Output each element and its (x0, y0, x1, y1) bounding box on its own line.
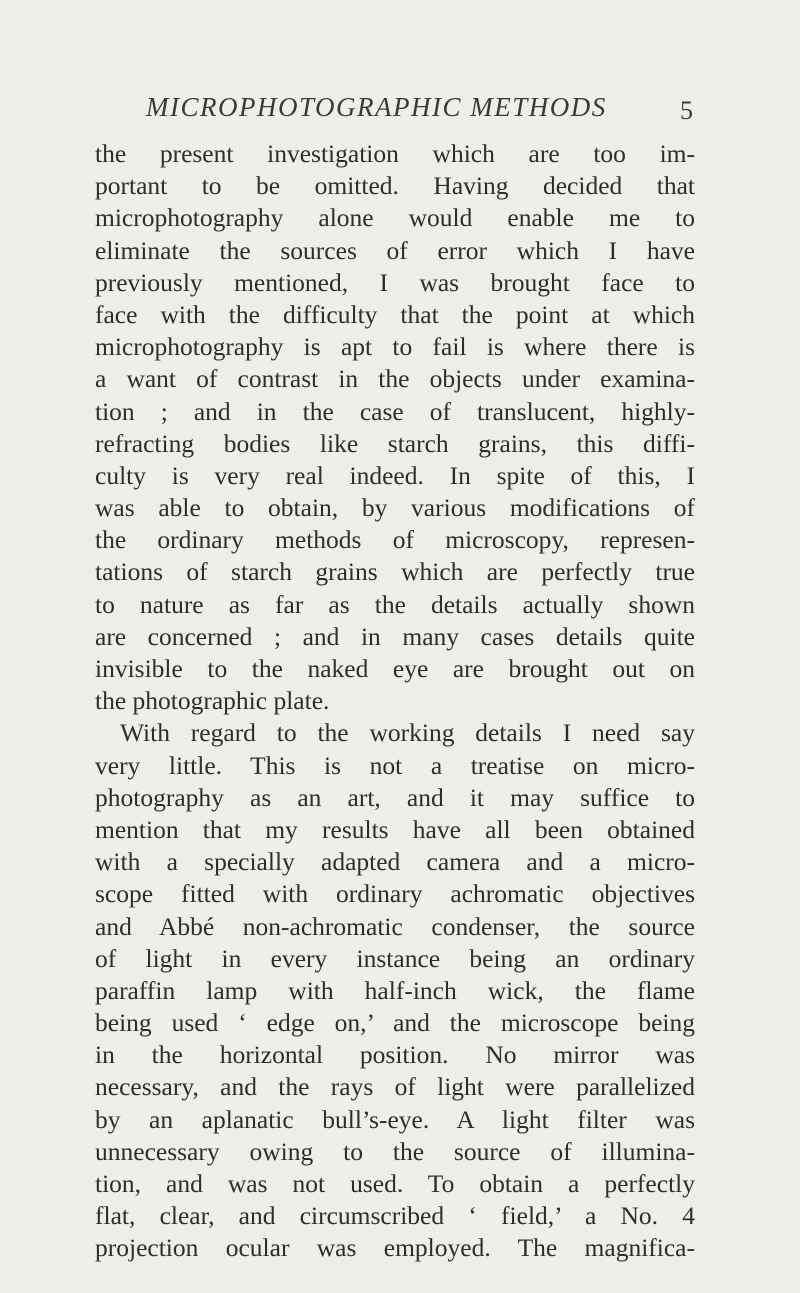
text-line: being used ‘ edge on,’ and the microscope being (95, 1008, 695, 1038)
text-line: projection ocular was employed. The magnifica- (95, 1233, 695, 1263)
running-title: MICROPHOTOGRAPHIC METHODS (146, 92, 607, 122)
text-line: in the horizontal position. No mirror was (95, 1040, 695, 1070)
text-line: portant to be omitted. Having decided that (95, 171, 695, 201)
text-line: invisible to the naked eye are brought out on (95, 654, 695, 683)
text-line: was able to obtain, by various modifications of (95, 493, 695, 523)
text-line: a want of contrast in the objects under examina- (95, 364, 695, 394)
text-line: refracting bodies like starch grains, this diffi- (95, 428, 695, 458)
text-line: previously mentioned, I was brought face to (95, 267, 695, 297)
text-line: tations of starch grains which are perfectly true (95, 557, 695, 587)
text-line: mention that my results have all been obtained (95, 814, 695, 844)
text-line: necessary, and the rays of light were parallelized (95, 1072, 695, 1102)
text-line: unnecessary owing to the source of illumina- (95, 1136, 695, 1166)
text-line: tion ; and in the case of translucent, highly- (95, 396, 695, 426)
text-line: paraffin lamp with half-inch wick, the flame (95, 975, 695, 1005)
text-line: face with the difficulty that the point at which (95, 299, 695, 329)
text-line: the present investigation which are too im- (95, 139, 695, 168)
text-line: by an aplanatic bull’s-eye. A light filter was (95, 1104, 695, 1134)
text-line: scope fitted with ordinary achromatic objectives (95, 879, 695, 909)
text-line: culty is very real indeed. In spite of this, I (95, 460, 695, 490)
text-line: photography as an art, and it may suffice to (95, 782, 695, 812)
body-text (95, 138, 695, 1265)
text-line: microphotography alone would enable me to (95, 203, 695, 233)
text-line: the ordinary methods of microscopy, represen- (95, 525, 695, 555)
text-line: very little. This is not a treatise on micro- (95, 750, 695, 780)
text-line: flat, clear, and circumscribed ‘ field,’ a No. 4 (95, 1201, 695, 1231)
text-line: eliminate the sources of error which I have (95, 235, 695, 265)
text-line: and Abbé non-achromatic condenser, the source (95, 911, 695, 941)
text-line: microphotography is apt to fail is where there is (95, 332, 695, 362)
text-line: of light in every instance being an ordinary (95, 943, 695, 973)
text-line: to nature as far as the details actually shown (95, 589, 695, 619)
text-line: are concerned ; and in many cases details quite (95, 621, 695, 651)
text-line: with a specially adapted camera and a micro- (95, 847, 695, 877)
page-number: 5 (680, 96, 693, 125)
text-line: the photographic plate. (95, 686, 330, 716)
text-line: tion, and was not used. To obtain a perfectly (95, 1169, 695, 1198)
paragraph-start-line: With regard to the working details I need say (120, 718, 695, 748)
